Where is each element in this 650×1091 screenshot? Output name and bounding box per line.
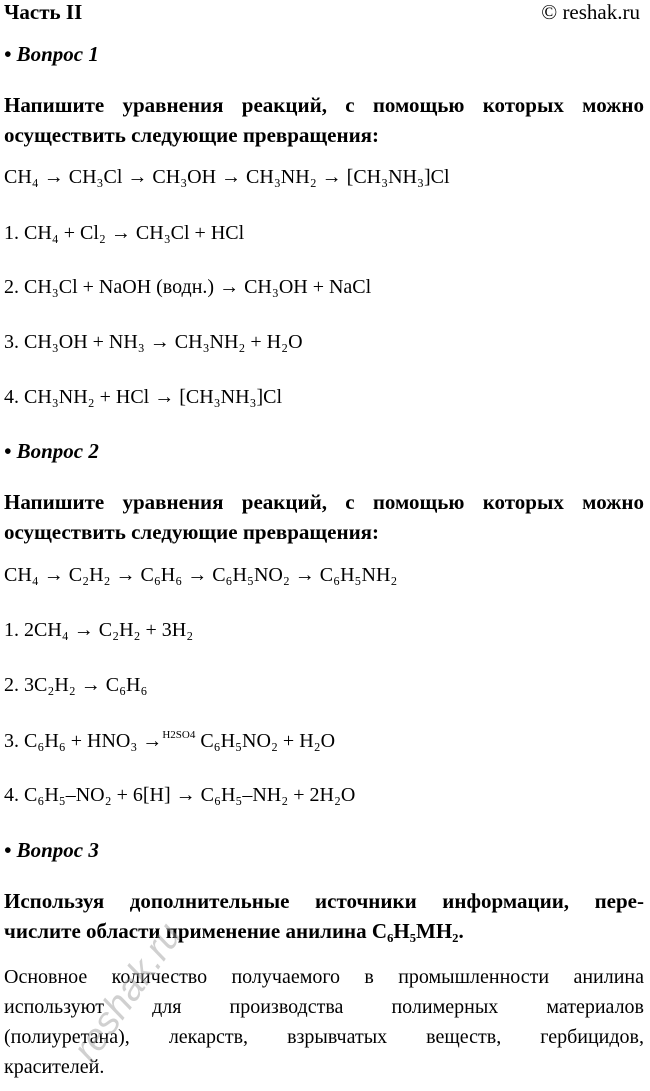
question-1-title: • Вопрос 1 bbox=[4, 42, 99, 66]
question-2-task: Напишите уравнения реакций, с помощью которых можно осуществить следующие превращения: bbox=[4, 490, 644, 544]
question-3-title: • Вопрос 3 bbox=[4, 838, 99, 862]
question-1-answer-1: 1. CH₄ + Cl₂ → CH₃Cl + HCl bbox=[4, 222, 245, 244]
site-credit: © reshak.ru bbox=[541, 0, 640, 24]
question-3-answer bbox=[4, 962, 644, 1082]
answer-line-1: Основное количество получаемого в промышленности анилина bbox=[4, 966, 644, 988]
answer-line-2: используют для производства полимерных материалов bbox=[4, 996, 644, 1018]
question-3-task-line-1: Используя дополнительные источники информации, пере- bbox=[4, 889, 644, 913]
question-2-answer-4: 4. C₆H₅–NO₂ + 6[H] → C₆H₅–NH₂ + 2H₂O bbox=[4, 784, 356, 806]
catalyst-label: H2SO4 bbox=[162, 729, 196, 741]
question-1-answer-3: 3. CH₃OH + NH₃ → CH₃NH₂ + H₂O bbox=[4, 331, 303, 353]
question-1-answer-4: 4. CH₃NH₂ + HCl → [CH₃NH₃]Cl bbox=[4, 386, 283, 408]
section-label: Часть II bbox=[4, 0, 83, 24]
question-2-answer-2: 2. 3C₂H₂ → C₆H₆ bbox=[4, 674, 148, 696]
question-2-answer-1: 1. 2CH₄ → C₂H₂ + 3H₂ bbox=[4, 619, 194, 641]
question-1-answer-2: 2. CH₃Cl + NaOH (водн.) → CH₃OH + NaCl bbox=[4, 276, 372, 298]
question-3-task bbox=[4, 886, 644, 946]
question-2-chain: CH₄ → C₂H₂ → C₆H₆ → C₆H₅NO₂ → C₆H₅NH₂ bbox=[4, 564, 398, 586]
answer-line-4: красителей. bbox=[4, 1056, 105, 1078]
question-2-title: • Вопрос 2 bbox=[4, 439, 99, 463]
question-3-task-line-2: числите области применение анилина C₆H₅MH₂. bbox=[4, 919, 464, 943]
answer-3-rhs: C₆H₅NO₂ + H₂O bbox=[200, 730, 336, 752]
watermark: reshak.ru bbox=[64, 915, 191, 1070]
answer-3-lhs: 3. C₆H₆ + HNO₃ → bbox=[4, 730, 163, 752]
question-1-chain: CH₄ → CH₃Cl → CH₃OH → CH₃NH₂ → [CH₃NH₃]Cl bbox=[4, 166, 450, 188]
answer-line-3: (полиуретана), лекарств, взрывчатых веществ, гербицидов, bbox=[4, 1026, 644, 1048]
question-1-task: Напишите уравнения реакций, с помощью которых можно осуществить следующие превращения: bbox=[4, 93, 644, 147]
question-2-answer-3 bbox=[4, 729, 335, 753]
